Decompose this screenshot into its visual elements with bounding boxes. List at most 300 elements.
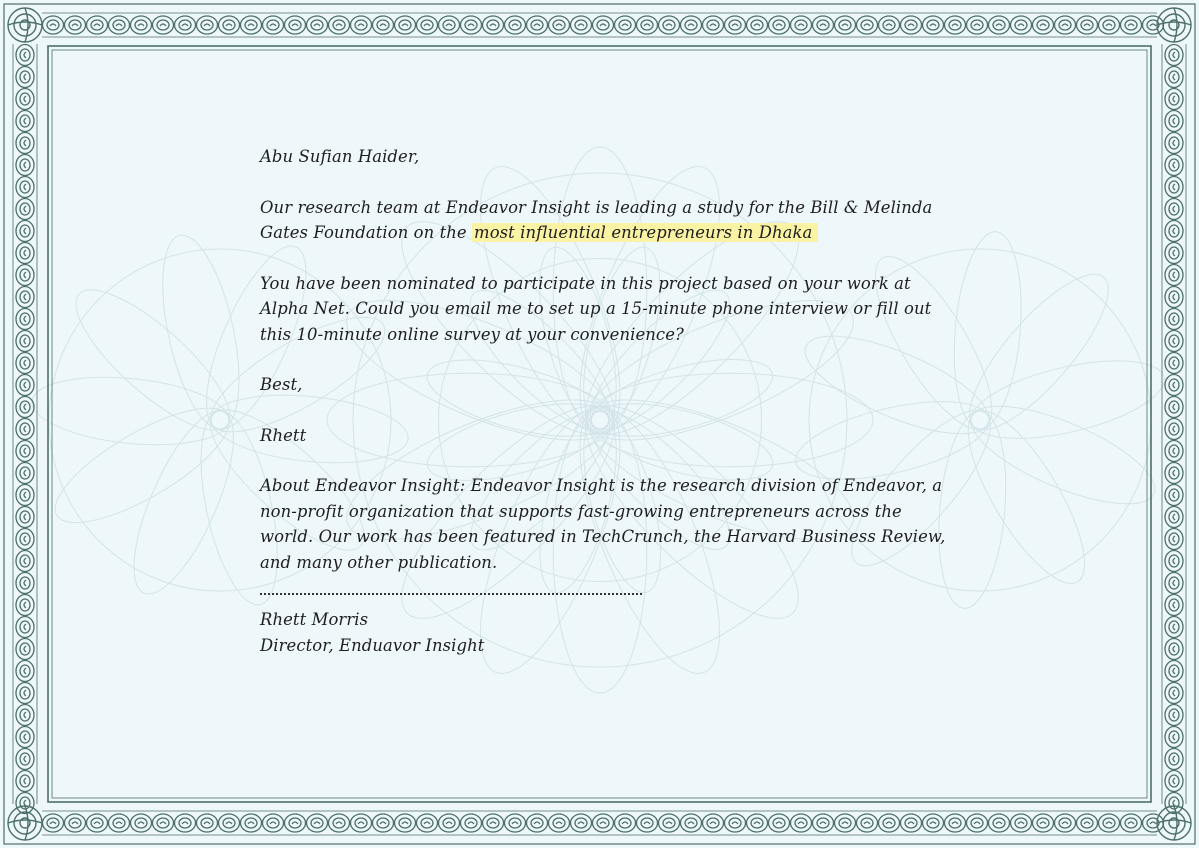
border-loop: [16, 705, 34, 726]
border-loop-inner: [421, 20, 433, 30]
border-loop-inner: [179, 20, 191, 30]
border-loop: [945, 16, 966, 34]
border-loop: [747, 814, 768, 832]
border-loop-curl: [50, 24, 56, 26]
border-loop-curl: [1128, 24, 1134, 26]
border-loop-inner: [1169, 709, 1179, 721]
border-loop-inner: [751, 20, 763, 30]
border-loop: [373, 16, 394, 34]
border-loop-inner: [311, 818, 323, 828]
border-loop-curl: [116, 24, 122, 26]
border-loop: [879, 814, 900, 832]
border-loop-curl: [1173, 712, 1175, 718]
border-loop-curl: [24, 206, 26, 212]
border-loop-inner: [157, 20, 169, 30]
border-loop: [1165, 529, 1183, 550]
border-loop-inner: [1059, 818, 1071, 828]
border-loop-inner: [861, 818, 873, 828]
border-loop-curl: [974, 822, 980, 824]
border-loop-curl: [1040, 822, 1046, 824]
border-loop-inner: [20, 159, 30, 171]
border-loop-inner: [157, 818, 169, 828]
border-loop-inner: [20, 225, 30, 237]
border-loop-inner: [729, 20, 741, 30]
border-loop-curl: [204, 24, 210, 26]
border-loop: [16, 793, 34, 814]
border-loop-curl: [754, 24, 760, 26]
border-loop-inner: [20, 643, 30, 655]
border-loop-inner: [201, 818, 213, 828]
border-loop-inner: [289, 20, 301, 30]
border-loop-curl: [424, 24, 430, 26]
border-loop-inner: [47, 20, 59, 30]
letter-body: [260, 144, 960, 658]
border-loop-inner: [1169, 401, 1179, 413]
border-loop: [16, 727, 34, 748]
border-loop-inner: [91, 818, 103, 828]
border-loop-curl: [1173, 272, 1175, 278]
border-loop-curl: [1173, 184, 1175, 190]
border-loop-curl: [24, 338, 26, 344]
border-loop: [16, 89, 34, 110]
border-loop: [967, 16, 988, 34]
border-loop: [16, 551, 34, 572]
border-loop-inner: [1169, 181, 1179, 193]
border-loop-inner: [729, 818, 741, 828]
border-loop-inner: [839, 20, 851, 30]
border-loop-curl: [24, 470, 26, 476]
border-loop-inner: [597, 20, 609, 30]
border-loop-curl: [600, 24, 606, 26]
border-loop-curl: [644, 24, 650, 26]
border-loop-curl: [138, 822, 144, 824]
border-loop-inner: [91, 20, 103, 30]
border-loop: [703, 16, 724, 34]
border-loop: [1077, 814, 1098, 832]
border-loop-inner: [20, 489, 30, 501]
border-loop-inner: [1169, 775, 1179, 787]
border-loop-inner: [1169, 511, 1179, 523]
border-loop-curl: [72, 24, 78, 26]
border-loop-inner: [509, 818, 521, 828]
border-loop: [1033, 814, 1054, 832]
border-loop: [1165, 287, 1183, 308]
border-loop-curl: [138, 24, 144, 26]
border-loop-inner: [443, 20, 455, 30]
border-loop-curl: [1173, 514, 1175, 520]
border-loop-inner: [553, 20, 565, 30]
border-loop-curl: [952, 24, 958, 26]
border-loop: [1165, 793, 1183, 814]
border-loop-curl: [116, 822, 122, 824]
border-loop: [879, 16, 900, 34]
border-loop-inner: [685, 20, 697, 30]
border-loop-inner: [971, 818, 983, 828]
border-loop-curl: [24, 140, 26, 146]
border-loop-inner: [575, 818, 587, 828]
border-loop-curl: [490, 822, 496, 824]
border-loop-curl: [1018, 24, 1024, 26]
border-loop: [175, 814, 196, 832]
border-loop-curl: [600, 822, 606, 824]
border-loop-curl: [1173, 756, 1175, 762]
border-loop: [285, 814, 306, 832]
border-loop: [1165, 573, 1183, 594]
border-loop-curl: [1173, 52, 1175, 58]
signature-line: [260, 593, 642, 595]
border-loop-curl: [1173, 558, 1175, 564]
border-loop-inner: [377, 818, 389, 828]
border-loop-curl: [1173, 646, 1175, 652]
border-loop: [1165, 397, 1183, 418]
border-loop: [16, 573, 34, 594]
border-loop-curl: [1173, 404, 1175, 410]
border-loop-inner: [1169, 599, 1179, 611]
about-paragraph: About Endeavor Insight: Endeavor Insight is the research division of Endeavor, a non-profit organization that supports fast-growing entrepreneurs across the world. Our work has been featured in TechCrunch, the Harvard Business Review, and many other publication.: [260, 476, 946, 572]
border-loop-curl: [644, 822, 650, 824]
border-loop: [395, 16, 416, 34]
border-loop: [329, 814, 350, 832]
border-loop-inner: [751, 818, 763, 828]
border-loop: [65, 814, 86, 832]
border-loop-inner: [905, 20, 917, 30]
border-loop-inner: [553, 818, 565, 828]
border-loop-curl: [292, 822, 298, 824]
border-loop: [1165, 463, 1183, 484]
border-loop: [1165, 199, 1183, 220]
border-loop-curl: [930, 24, 936, 26]
border-loop: [835, 814, 856, 832]
border-loop-curl: [24, 580, 26, 586]
border-loop-inner: [1059, 20, 1071, 30]
border-loop: [16, 771, 34, 792]
border-loop-inner: [135, 20, 147, 30]
border-loop: [16, 595, 34, 616]
border-loop: [263, 814, 284, 832]
border-loop: [197, 814, 218, 832]
border-loop: [989, 16, 1010, 34]
border-loop-curl: [402, 822, 408, 824]
border-loop-curl: [24, 514, 26, 520]
border-loop-curl: [1150, 24, 1156, 26]
border-loop-curl: [974, 24, 980, 26]
border-loop: [769, 814, 790, 832]
border-loop-curl: [886, 822, 892, 824]
border-loop-curl: [688, 24, 694, 26]
border-loop-inner: [179, 818, 191, 828]
border-loop: [923, 814, 944, 832]
corner-ornament: [8, 8, 42, 42]
border-loop: [1165, 705, 1183, 726]
border-loop-inner: [1169, 555, 1179, 567]
border-loop-curl: [226, 24, 232, 26]
border-loop-curl: [512, 24, 518, 26]
border-loop: [571, 814, 592, 832]
border-loop: [16, 419, 34, 440]
border-loop-curl: [930, 822, 936, 824]
border-loop: [527, 814, 548, 832]
border-loop: [1165, 155, 1183, 176]
border-loop-inner: [20, 621, 30, 633]
border-loop-curl: [336, 822, 342, 824]
border-loop: [65, 16, 86, 34]
border-loop-inner: [1169, 621, 1179, 633]
border-loop-inner: [20, 555, 30, 567]
border-loop-inner: [1169, 203, 1179, 215]
border-loop: [16, 111, 34, 132]
border-loop: [659, 814, 680, 832]
border-loop-curl: [204, 822, 210, 824]
border-loop: [1165, 771, 1183, 792]
border-loop: [1165, 67, 1183, 88]
border-loop: [1165, 221, 1183, 242]
corner-ornament: [1157, 806, 1191, 840]
paragraph-study-text: Our research team at Endeavor Insight is leading a study for the Bill & Melinda Gates Foundation on the: [260, 197, 933, 242]
closing: Best,: [260, 375, 303, 394]
border-loop-inner: [1169, 93, 1179, 105]
border-loop: [87, 814, 108, 832]
border-loop: [395, 814, 416, 832]
border-loop: [197, 16, 218, 34]
border-loop: [417, 814, 438, 832]
border-loop-inner: [487, 20, 499, 30]
border-loop-curl: [182, 24, 188, 26]
border-loop-curl: [908, 822, 914, 824]
border-loop-curl: [358, 24, 364, 26]
border-loop: [989, 814, 1010, 832]
border-loop-inner: [20, 115, 30, 127]
border-loop-inner: [1169, 357, 1179, 369]
border-loop-inner: [1169, 159, 1179, 171]
border-loop-inner: [531, 818, 543, 828]
border-loop: [549, 814, 570, 832]
border-loop-inner: [47, 818, 59, 828]
border-loop-curl: [1173, 426, 1175, 432]
border-loop-curl: [336, 24, 342, 26]
border-loop-inner: [267, 20, 279, 30]
border-loop-inner: [1037, 818, 1049, 828]
border-loop: [1165, 639, 1183, 660]
border-loop-inner: [20, 533, 30, 545]
border-loop-inner: [1015, 818, 1027, 828]
border-loop: [1143, 16, 1164, 34]
border-loop: [439, 814, 460, 832]
border-loop-curl: [270, 24, 276, 26]
border-loop: [1099, 16, 1120, 34]
border-loop-inner: [619, 818, 631, 828]
border-loop-inner: [20, 511, 30, 523]
border-loop-inner: [443, 818, 455, 828]
border-loop: [1011, 814, 1032, 832]
border-loop-inner: [927, 20, 939, 30]
border-loop-inner: [1125, 818, 1137, 828]
border-loop-inner: [685, 818, 697, 828]
border-loop: [461, 814, 482, 832]
border-loop-inner: [795, 818, 807, 828]
border-loop-curl: [50, 822, 56, 824]
border-loop-inner: [1169, 335, 1179, 347]
border-loop: [16, 683, 34, 704]
border-loop-inner: [883, 818, 895, 828]
border-loop: [1033, 16, 1054, 34]
border-loop: [483, 814, 504, 832]
border-loop-inner: [20, 137, 30, 149]
border-loop-curl: [24, 536, 26, 542]
border-loop-curl: [446, 822, 452, 824]
border-loop-curl: [248, 822, 254, 824]
border-loop-curl: [1173, 294, 1175, 300]
border-loop: [813, 814, 834, 832]
border-loop-inner: [377, 20, 389, 30]
paragraph-study: [260, 195, 960, 246]
border-loop: [351, 814, 372, 832]
border-loop: [307, 814, 328, 832]
border-loop: [16, 441, 34, 462]
border-loop: [16, 67, 34, 88]
border-loop-curl: [1173, 140, 1175, 146]
border-loop-curl: [24, 690, 26, 696]
border-loop-inner: [531, 20, 543, 30]
border-loop: [659, 16, 680, 34]
border-loop-curl: [1106, 24, 1112, 26]
border-loop-inner: [1169, 71, 1179, 83]
border-loop-curl: [24, 294, 26, 300]
border-loop-inner: [465, 818, 477, 828]
border-loop: [527, 16, 548, 34]
border-loop-curl: [1173, 448, 1175, 454]
signatory-name: Rhett Morris: [260, 610, 369, 629]
border-loop: [87, 16, 108, 34]
border-loop-curl: [24, 800, 26, 806]
border-loop-inner: [355, 20, 367, 30]
border-loop: [703, 814, 724, 832]
border-loop: [16, 177, 34, 198]
border-loop-inner: [1037, 20, 1049, 30]
border-loop-curl: [1062, 24, 1068, 26]
border-loop-inner: [465, 20, 477, 30]
border-loop: [1165, 177, 1183, 198]
border-loop-curl: [24, 558, 26, 564]
border-loop-inner: [1125, 20, 1137, 30]
border-loop-curl: [776, 822, 782, 824]
border-loop-curl: [534, 24, 540, 26]
border-loop-inner: [949, 20, 961, 30]
border-loop-inner: [20, 269, 30, 281]
border-loop: [153, 814, 174, 832]
border-loop: [219, 814, 240, 832]
border-loop: [461, 16, 482, 34]
border-loop-curl: [24, 382, 26, 388]
border-loop-curl: [160, 24, 166, 26]
border-loop-inner: [927, 818, 939, 828]
border-loop: [16, 199, 34, 220]
border-loop: [1165, 243, 1183, 264]
border-loop-curl: [314, 822, 320, 824]
border-loop-inner: [355, 818, 367, 828]
border-loop-inner: [817, 818, 829, 828]
border-loop: [593, 16, 614, 34]
border-loop-curl: [1062, 822, 1068, 824]
border-loop-curl: [24, 118, 26, 124]
border-loop-inner: [20, 775, 30, 787]
border-loop-curl: [1128, 822, 1134, 824]
border-loop-inner: [135, 818, 147, 828]
border-loop-inner: [1169, 269, 1179, 281]
signatory-title: Director, Enduavor Insight: [260, 635, 485, 655]
border-loop-inner: [245, 20, 257, 30]
border-loop-inner: [1169, 731, 1179, 743]
border-loop-curl: [24, 426, 26, 432]
border-loop: [769, 16, 790, 34]
border-loop: [16, 375, 34, 396]
border-loop-curl: [622, 822, 628, 824]
border-loop-curl: [688, 822, 694, 824]
border-loop-curl: [402, 24, 408, 26]
border-loop: [16, 507, 34, 528]
border-loop-curl: [24, 778, 26, 784]
border-loop-curl: [1173, 668, 1175, 674]
border-loop: [16, 485, 34, 506]
border-loop-inner: [1103, 818, 1115, 828]
border-loop: [505, 16, 526, 34]
border-loop-curl: [1173, 602, 1175, 608]
border-loop-inner: [1103, 20, 1115, 30]
border-loop: [813, 16, 834, 34]
border-loop-curl: [24, 646, 26, 652]
border-loop-curl: [292, 24, 298, 26]
border-loop-curl: [864, 24, 870, 26]
border-loop-curl: [24, 184, 26, 190]
border-loop: [549, 16, 570, 34]
border-loop-curl: [424, 822, 430, 824]
border-loop-inner: [1169, 687, 1179, 699]
border-loop-curl: [24, 756, 26, 762]
border-loop-inner: [20, 577, 30, 589]
border-loop-inner: [20, 71, 30, 83]
border-loop-curl: [1173, 228, 1175, 234]
border-loop: [615, 814, 636, 832]
border-loop-inner: [20, 687, 30, 699]
border-loop-curl: [1173, 206, 1175, 212]
border-loop: [263, 16, 284, 34]
border-loop-inner: [20, 731, 30, 743]
border-loop-curl: [578, 822, 584, 824]
border-loop-curl: [1173, 96, 1175, 102]
border-loop: [16, 265, 34, 286]
border-loop-inner: [333, 818, 345, 828]
border-loop: [1121, 814, 1142, 832]
border-loop-inner: [1169, 225, 1179, 237]
border-loop-inner: [1169, 247, 1179, 259]
border-loop: [1165, 309, 1183, 330]
border-loop-curl: [666, 822, 672, 824]
border-loop-curl: [1084, 822, 1090, 824]
border-loop-inner: [69, 818, 81, 828]
border-loop-curl: [24, 250, 26, 256]
border-loop: [16, 661, 34, 682]
border-loop-inner: [20, 335, 30, 347]
border-loop-curl: [886, 24, 892, 26]
sender-first-name: Rhett: [260, 425, 307, 445]
paragraph-nomination: You have been nominated to participate in this project based on your work at Alpha Net. Could you email me to set up a 15-minute phone interview or fill out this 10-minute online survey at your convenience?: [260, 273, 932, 344]
border-loop-curl: [1018, 822, 1024, 824]
border-loop-curl: [1040, 24, 1046, 26]
border-loop-curl: [72, 822, 78, 824]
border-loop-curl: [24, 52, 26, 58]
border-loop: [901, 814, 922, 832]
border-loop: [43, 814, 64, 832]
border-loop-inner: [839, 818, 851, 828]
